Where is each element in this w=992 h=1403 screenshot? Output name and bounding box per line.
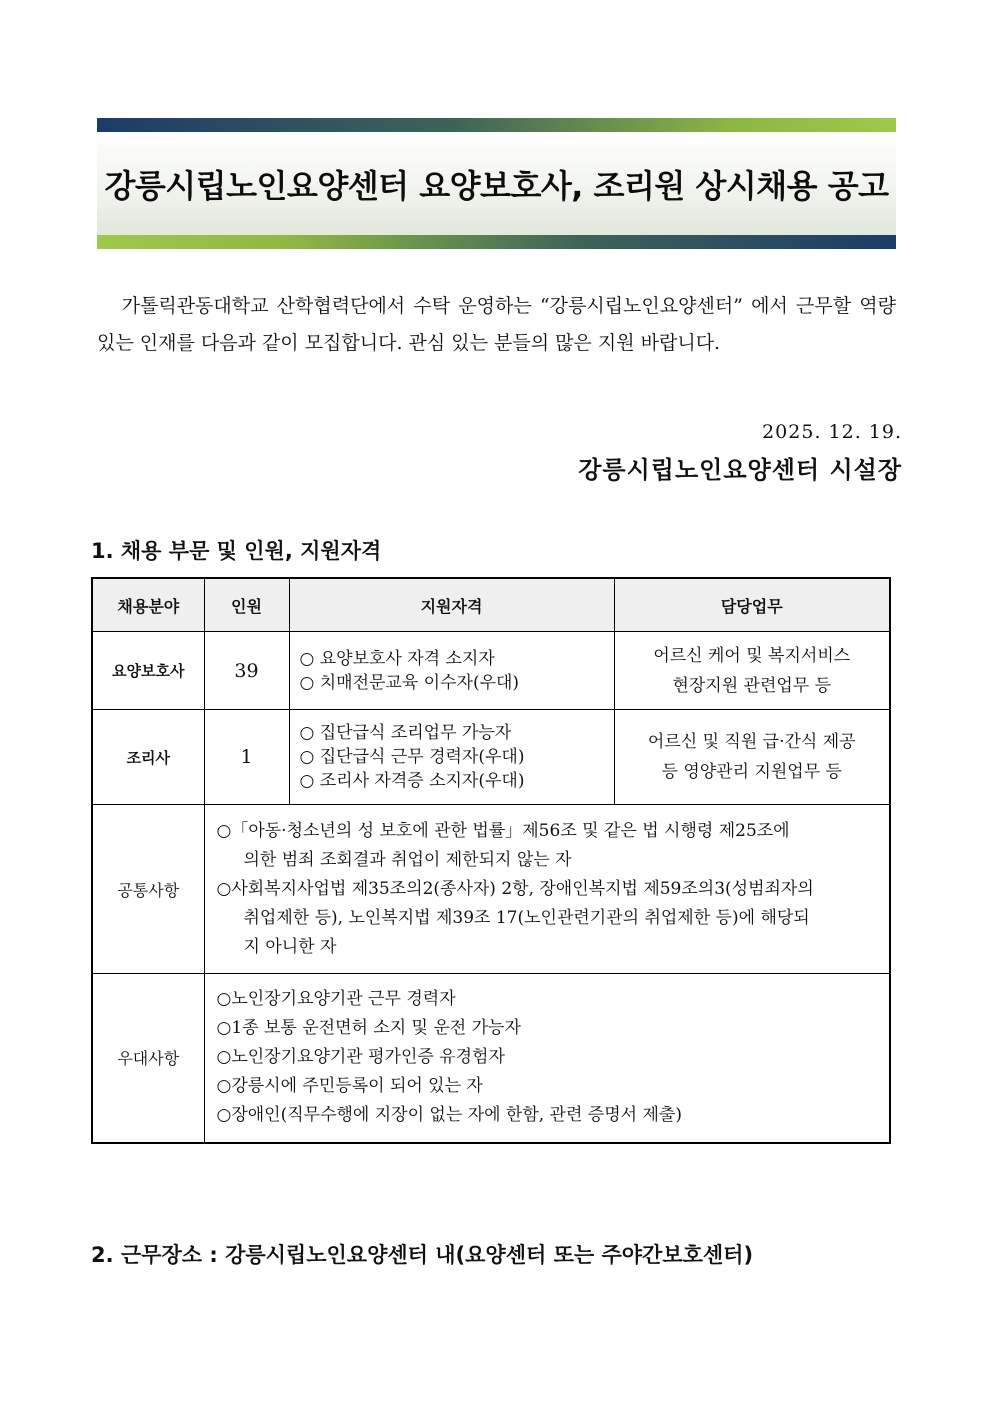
intro-paragraph	[97, 288, 896, 362]
qualification-item: ○ 치매전문교육 이수자(우대)	[299, 672, 520, 693]
title-bottom-bar	[97, 235, 896, 249]
duty-line: 현장지원 관련업무 등	[672, 675, 832, 696]
common-items	[204, 805, 890, 974]
common-item-line: ○사회복지사업법 제35조의2(종사자) 2항, 장애인복지법 제59조의3(성범죄자의	[216, 878, 814, 899]
header-qualifications: 지원자격	[289, 578, 614, 632]
common-item-line: ○「아동·청소년의 성 보호에 관한 법률」제56조 및 같은 법 시행령 제25조에	[216, 820, 790, 841]
title-top-bar	[97, 118, 896, 132]
row-qualifications	[289, 710, 614, 805]
preferred-item: ○1종 보통 운전면허 소지 및 운전 가능자	[216, 1018, 521, 1039]
common-item-line: 지 아니한 자	[243, 936, 337, 957]
recruitment-table	[91, 577, 891, 1144]
row-qualifications	[289, 632, 614, 710]
intro-text: 가톨릭관동대학교 산학협력단에서 수탁 운영하는 “강릉시립노인요양센터” 에서 근무할 역량 있는 인재를 다음과 같이 모집합니다. 관심 있는 분들의 많은 지원 바랍니다.	[97, 295, 896, 354]
title-banner	[97, 118, 896, 249]
duty-line: 어르신 케어 및 복지서비스	[653, 645, 851, 666]
preferred-item: ○노인장기요양기관 근무 경력자	[216, 989, 456, 1010]
header-field: 채용분야	[92, 578, 204, 632]
header-count: 인원	[204, 578, 289, 632]
qualification-item: ○ 집단급식 근무 경력자(우대)	[299, 747, 525, 767]
preferred-item: ○노인장기요양기관 평가인증 유경험자	[216, 1047, 505, 1068]
qualification-item: ○ 집단급식 조리업무 가능자	[299, 723, 512, 743]
section-1-title: 1. 채용 부문 및 인원, 지원자격	[91, 539, 382, 563]
row-field: 요양보호사	[92, 632, 204, 710]
header-duties: 담당업무	[614, 578, 890, 632]
common-label: 공통사항	[92, 805, 204, 974]
preferred-row	[92, 974, 890, 1143]
row-duties	[614, 710, 890, 805]
preferred-item: ○장애인(직무수행에 지장이 없는 자에 한함, 관련 증명서 제출)	[216, 1105, 682, 1126]
table-row	[92, 710, 890, 805]
duty-line: 등 영양관리 지원업무 등	[661, 762, 842, 782]
table-header-row	[92, 578, 890, 632]
row-duties	[614, 632, 890, 710]
row-field: 조리사	[92, 710, 204, 805]
common-item	[217, 817, 880, 875]
announcement-date: 2025. 12. 19.	[762, 421, 902, 443]
preferred-item: ○강릉시에 주민등록이 되어 있는 자	[216, 1076, 483, 1097]
preferred-label: 우대사항	[92, 974, 204, 1143]
qualification-item: ○ 조리사 자격증 소지자(우대)	[299, 771, 525, 791]
section-2-title: 2. 근무장소 : 강릉시립노인요양센터 내(요양센터 또는 주야간보호센터)	[91, 1243, 754, 1267]
row-count: 1	[204, 710, 289, 805]
common-item-line: 의한 범죄 조회결과 취업이 제한되지 않는 자	[243, 849, 572, 870]
common-requirements-row	[92, 805, 890, 974]
duty-line: 어르신 및 직원 급·간식 제공	[647, 732, 856, 752]
common-item	[217, 875, 880, 962]
table-row	[92, 632, 890, 710]
signer: 강릉시립노인요양센터 시설장	[578, 455, 902, 484]
page-title: 강릉시립노인요양센터 요양보호사, 조리원 상시채용 공고	[104, 166, 889, 205]
qualification-item: ○ 요양보호사 자격 소지자	[299, 648, 495, 669]
common-item-line: 취업제한 등), 노인복지법 제39조 17(노인관련기관의 취업제한 등)에 해당되	[243, 907, 810, 928]
preferred-items	[204, 974, 890, 1143]
row-count: 39	[204, 632, 289, 710]
